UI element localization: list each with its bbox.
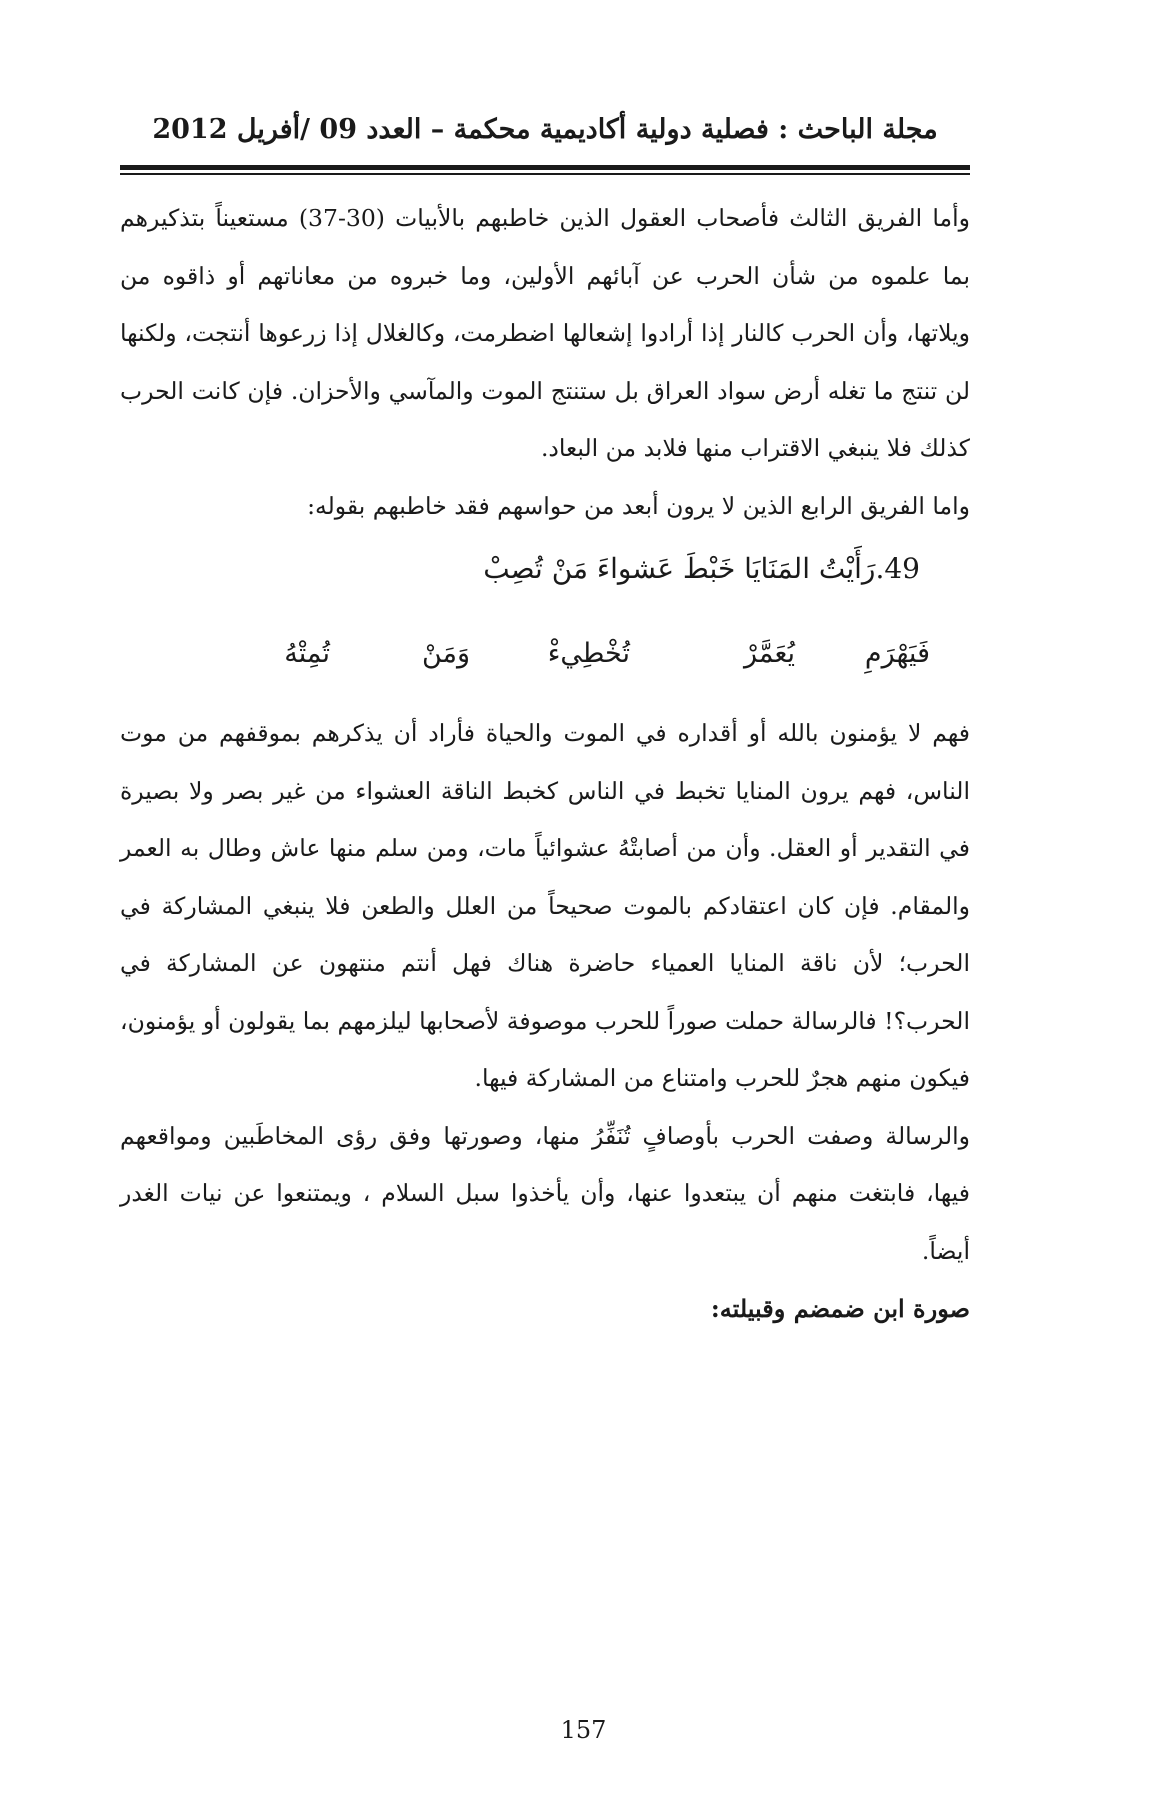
verse-word: تُخْطِيءْ	[547, 638, 630, 669]
verse-word: فَيَهْرَمِ	[864, 638, 930, 669]
paragraph-message-summary: والرسالة وصفت الحرب بأوصافٍ تُنَفِّرُ منها، وصورتها وفق رؤى المخاطَبين ومواقعهم فيها، فابتغت منهم أن يبتعدوا عنها، وأن يأخذوا سبل السلام ، ويمتنعوا عن نيات الغدر أيضاً.	[120, 1121, 970, 1265]
verse-line-1	[120, 535, 970, 615]
paragraph-death-belief: فهم لا يؤمنون بالله أو أقداره في الموت والحياة فأراد أن يذكرهم بموقفهم من موت الناس، فهم يرون المنايا تخبط في الناس كخبط الناقة العشواء من غير بصر ولا بصيرة في التقدير أو العقل. وأن من أصابتْهُ عشوائياً مات، ومن سلم منها عاش وطال به العمر والمقام. فإن كان اعتقادكم بالموت صحيحاً من العلل والطعن فلا ينبغي المشاركة في الحرب؛ لأن ناقة المنايا العمياء حاضرة هناك فهل أنتم منتهون عن المشاركة في الحرب؟! فالرسالة حملت صوراً للحرب موصوفة لأصحابها ليلزمهم بما يقولون أو يؤمنون، فيكون منهم هجرٌ للحرب وامتناع من المشاركة فيها.	[120, 719, 970, 1092]
header-rule-thick	[120, 165, 970, 170]
verse-word: وَمَنْ	[421, 638, 470, 669]
verse-word: تُمِتْهُ	[284, 638, 330, 669]
verse-hemistich-1: 49.رَأَيْتُ المَنَايَا خَبْطَ عَشواءَ مَنْ تُصِبْ	[483, 552, 920, 585]
paragraph-fourth-group: واما الفريق الرابع الذين لا يرون أبعد من حواسهم فقد خاطبهم بقوله:	[307, 491, 970, 520]
page-number: 157	[560, 1716, 607, 1744]
verse-line-2	[120, 615, 970, 705]
article-body	[120, 190, 970, 1338]
journal-header: مجلة الباحث : فصلية دولية أكاديمية محكمة – العدد 09 /أفريل 2012	[152, 114, 938, 145]
verse-word: يُعَمَّرْ	[743, 638, 795, 669]
paragraph-third-group: وأما الفريق الثالث فأصحاب العقول الذين خاطبهم بالأبيات (30-37) مستعيناً بتذكيرهم بما علموه من شأن الحرب عن آبائهم الأولين، وما خبروه من معاناتهم أو ذاقوه من ويلاتها، وأن الحرب كالنار إذا أرادوا إشعالها اضطرمت، وكالغلال إذا زرعوها أنتجت، ولكنها لن تنتج ما تغله أرض سواد العراق بل ستنتج الموت والمآسي والأحزان. فإن كانت الحرب كذلك فلا ينبغي الاقتراب منها فلابد من البعاد.	[120, 204, 971, 462]
section-heading: صورة ابن ضمضم وقبيلته:	[710, 1294, 970, 1323]
header-rule-thin	[120, 173, 970, 175]
